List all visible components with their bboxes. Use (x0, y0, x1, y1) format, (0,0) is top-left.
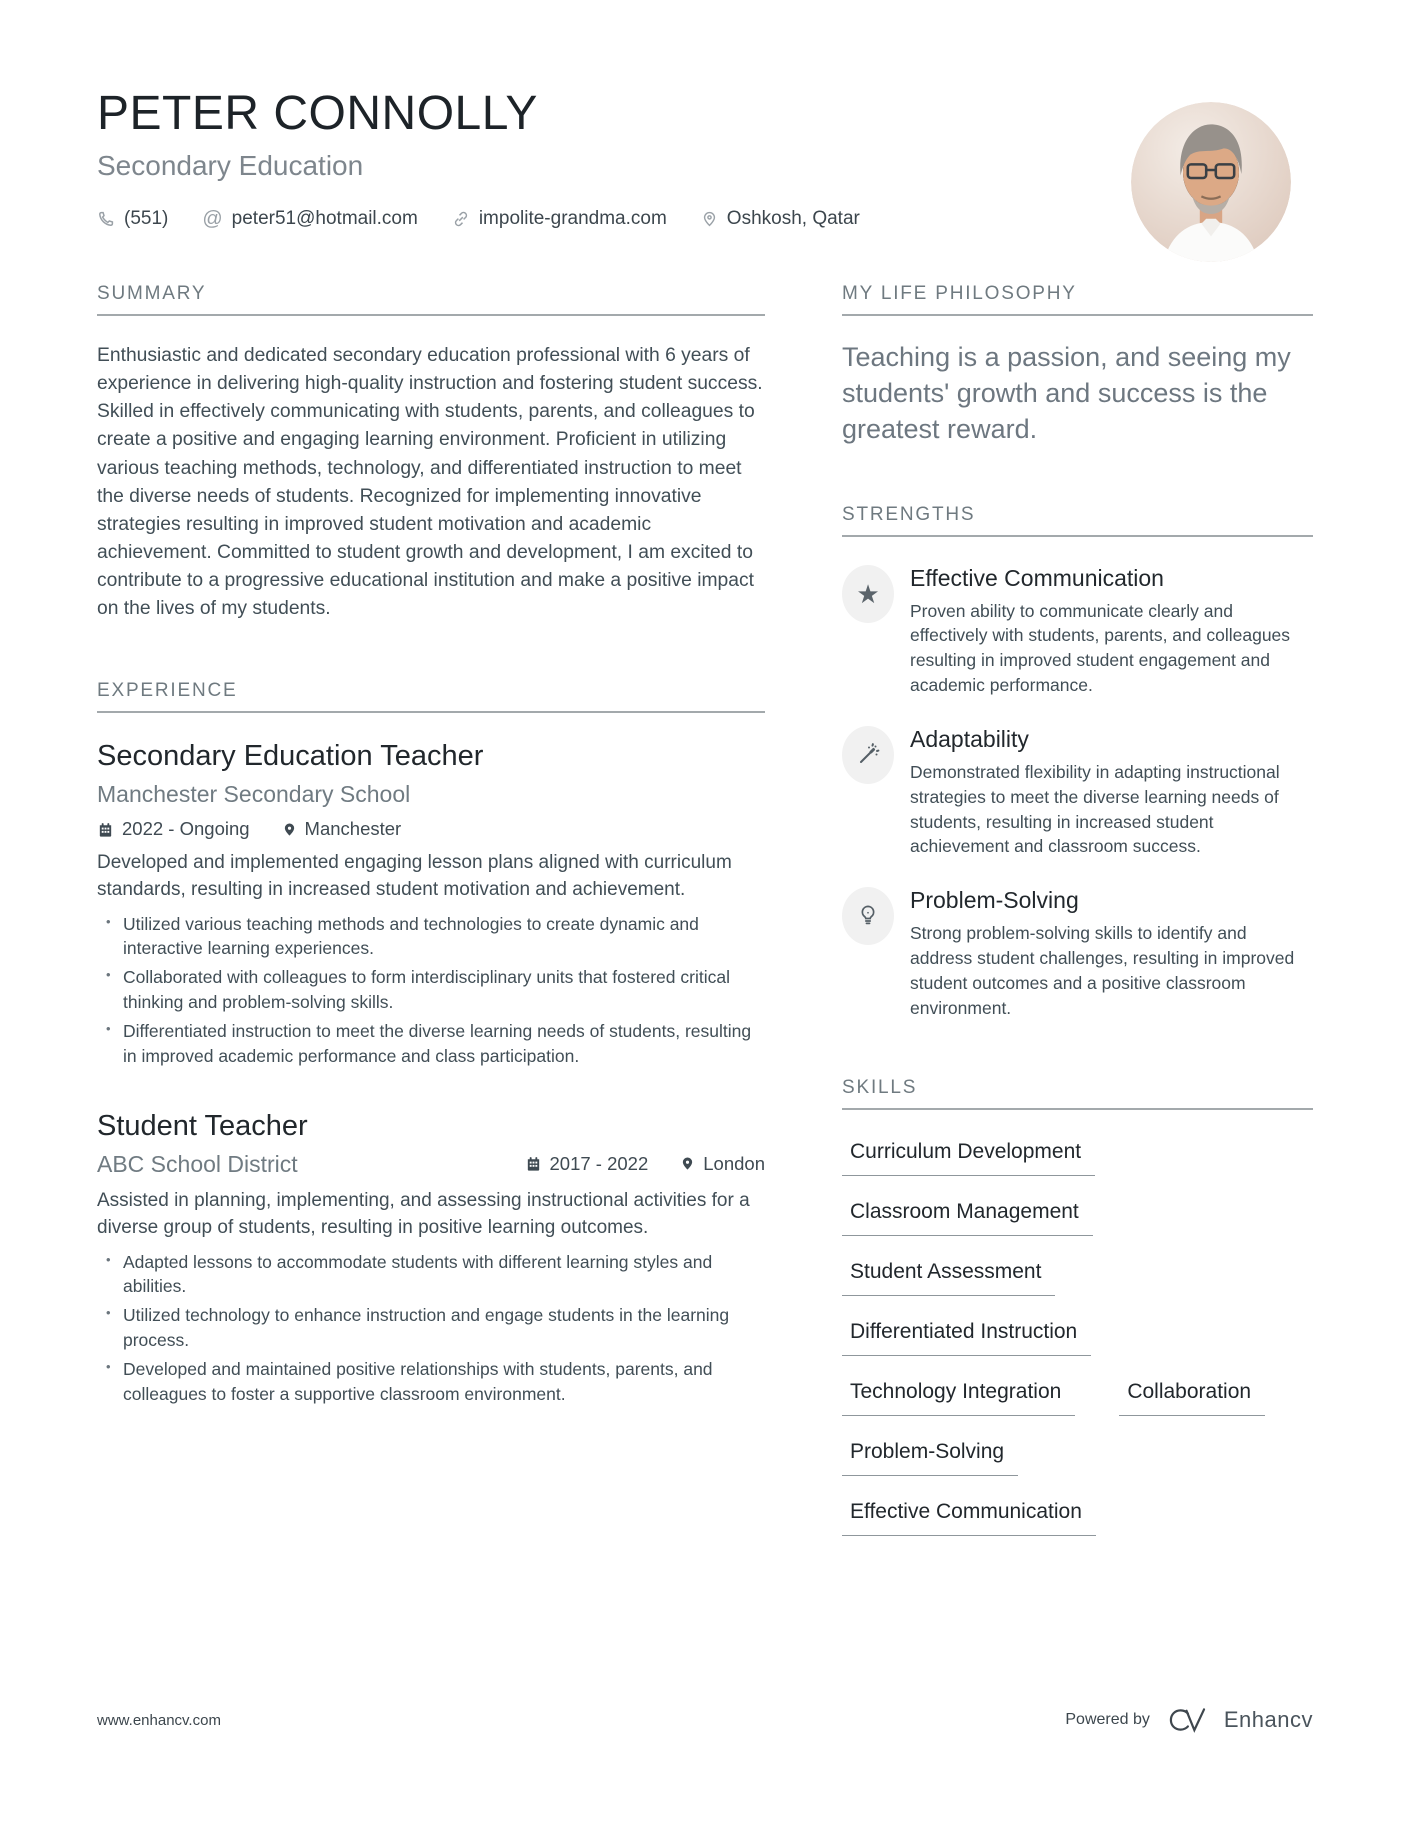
job-dates-text: 2022 - Ongoing (122, 818, 250, 840)
header (97, 88, 1313, 231)
calendar-icon (525, 1155, 542, 1172)
bullet-item: • Utilized various teaching methods and technologies to create dynamic and interactive learning experiences. (97, 912, 765, 962)
skill-tag: Technology Integration (842, 1380, 1075, 1416)
strength-title: Adaptability (910, 725, 1029, 752)
skill-tag: Differentiated Instruction (842, 1320, 1091, 1356)
philosophy-quote: Teaching is a passion, and seeing my students' growth and success is the greatest reward. (842, 341, 1291, 444)
strength-item (842, 726, 1313, 859)
strength-text: Demonstrated flexibility in adapting instructional strategies to meet the diverse learning needs of students, resulting in increased student achievement and classroom success. (910, 761, 1280, 857)
job-dates (525, 1153, 649, 1175)
strength-title: Effective Communication (910, 564, 1164, 591)
job-dates-text: 2017 - 2022 (549, 1152, 649, 1174)
contact-phone-text: (551) (124, 208, 169, 230)
philosophy-heading: MY LIFE PHILOSOPHY (842, 283, 1313, 316)
person-job-title: Secondary Education (97, 149, 364, 181)
left-column (97, 283, 765, 1592)
enhancv-website-link[interactable]: www.enhancv.com (97, 1711, 221, 1729)
phone-icon (97, 210, 115, 228)
job-bullet-list (97, 912, 765, 1069)
bullet-item: • Differentiated instruction to meet the diverse learning needs of students, resulting in improved academic performance and class participation. (97, 1019, 765, 1069)
job-location (680, 1153, 765, 1175)
philosophy-section (842, 283, 1313, 448)
experience-section (97, 680, 765, 1407)
contact-location (701, 208, 860, 230)
bullet-item: • Adapted lessons to accommodate students with different learning styles and abilities. (97, 1250, 765, 1300)
skill-tag: Curriculum Development (842, 1140, 1095, 1176)
contact-email[interactable] (202, 208, 417, 231)
contact-phone (97, 208, 168, 230)
calendar-icon (97, 821, 114, 838)
skill-tag: Collaboration (1119, 1380, 1265, 1416)
job-title: Student Teacher (97, 1109, 308, 1142)
person-name: PETER CONNOLLY (97, 87, 538, 140)
strength-title: Problem-Solving (910, 887, 1079, 914)
summary-text: Enthusiastic and dedicated secondary education professional with 6 years of experience in delivering high-quality instruction and fostering student success. Skilled in effectively communicating with students, parents, and colleagues to create a positive and engaging learning environment. Proficient in utilizing various teaching methods, technology, and differentiated instruction to meet the diverse needs of students. Recognized for implementing innovative strategies resulting in improved student motivation and academic achievement. Committed to student growth and development, I am excited to contribute to a progressive educational institution and make a positive impact on the lives of my students. (97, 344, 763, 620)
skills-heading: SKILLS (842, 1077, 1313, 1110)
right-column (842, 283, 1313, 1592)
skill-tag: Classroom Management (842, 1200, 1093, 1236)
strength-item (842, 565, 1313, 698)
skill-tag: Problem-Solving (842, 1440, 1018, 1476)
location-icon (701, 210, 718, 228)
skills-list (842, 1140, 1313, 1536)
strengths-heading: STRENGTHS (842, 504, 1313, 537)
summary-heading: SUMMARY (97, 283, 765, 316)
contact-row (97, 208, 1313, 231)
contact-website-text: impolite-grandma.com (478, 208, 667, 230)
powered-by-label: Powered by (1065, 1711, 1150, 1728)
job-location (282, 818, 402, 840)
bullet-item: • Utilized technology to enhance instruction and engage students in the learning process. (97, 1303, 765, 1353)
star-icon: ★ (842, 565, 894, 623)
contact-email-text: peter51@hotmail.com (231, 208, 418, 230)
enhancv-brand-text: Enhancv (1223, 1707, 1313, 1732)
location-icon (680, 1155, 695, 1172)
job-company: ABC School District (97, 1151, 298, 1178)
job-location-text: London (703, 1152, 765, 1174)
location-icon (282, 821, 297, 838)
job-meta-row (525, 1153, 766, 1175)
magic-wand-icon (842, 726, 894, 784)
bullet-item: • Collaborated with colleagues to form interdisciplinary units that fostered critical thinking and problem-solving skills. (97, 965, 765, 1015)
strength-text: Strong problem-solving skills to identify and address student challenges, resulting in improved student outcomes and a positive classroom environment. (910, 923, 1295, 1018)
avatar (1131, 102, 1291, 262)
contact-location-text: Oshkosh, Qatar (726, 208, 860, 230)
strength-text: Proven ability to communicate clearly and effectively with students, parents, and colleagues resulting in improved student engagement and academic performance. (910, 600, 1291, 696)
experience-heading: EXPERIENCE (97, 680, 765, 713)
job-bullet-list (97, 1250, 765, 1407)
link-icon (452, 210, 470, 228)
skill-tag: Effective Communication (842, 1500, 1096, 1536)
powered-by[interactable] (1065, 1706, 1313, 1734)
job-entry (97, 1109, 765, 1407)
skills-section (842, 1077, 1313, 1536)
enhancv-logo-icon (1164, 1706, 1210, 1734)
strengths-section (842, 504, 1313, 1021)
skill-tag: Student Assessment (842, 1260, 1055, 1296)
bullet-item: • Developed and maintained positive relationships with students, parents, and colleagues to foster a supportive classroom environment. (97, 1357, 765, 1407)
summary-section (97, 283, 765, 624)
content-columns (97, 283, 1313, 1592)
strength-item (842, 887, 1313, 1020)
contact-website[interactable] (452, 208, 667, 230)
at-icon: @ (202, 207, 223, 230)
job-company-row (97, 1151, 765, 1178)
job-meta-row (97, 818, 765, 840)
job-title: Secondary Education Teacher (97, 739, 484, 772)
job-dates (97, 818, 250, 840)
job-entry (97, 739, 765, 1069)
job-location-text: Manchester (304, 818, 402, 840)
job-description: Developed and implemented engaging lesson plans aligned with curriculum standards, resulting in increased student motivation and achievement. (97, 852, 732, 900)
job-description: Assisted in planning, implementing, and assessing instructional activities for a diverse group of students, resulting in positive learning outcomes. (97, 1190, 750, 1238)
job-company: Manchester Secondary School (97, 781, 411, 808)
footer (97, 1706, 1313, 1734)
lightbulb-icon (842, 887, 894, 945)
